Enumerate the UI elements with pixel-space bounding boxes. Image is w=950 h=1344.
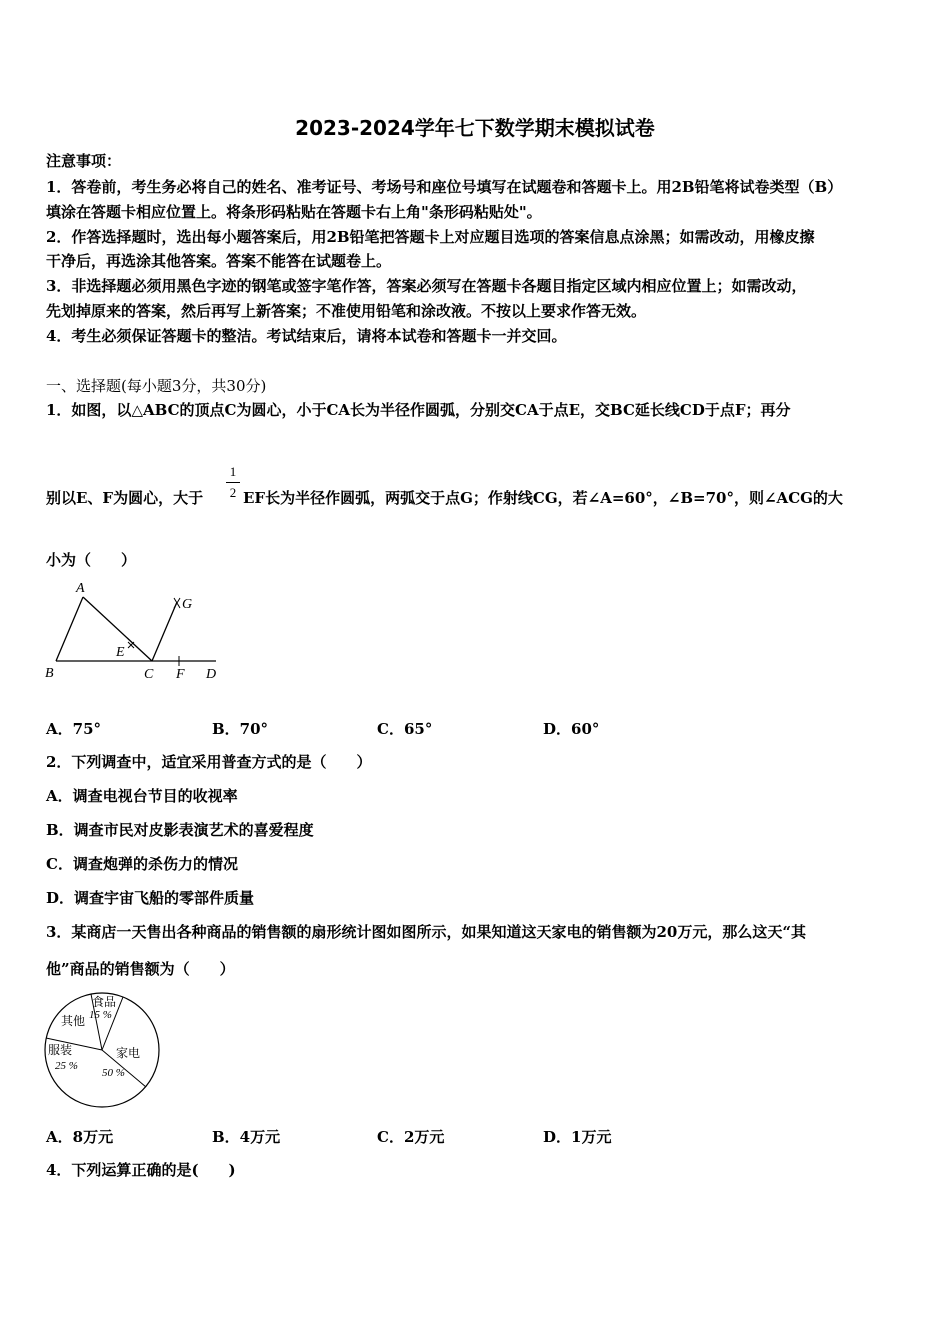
notice-line: 4．考生必须保证答题卡的整洁。考试结束后，请将本试卷和答题卡一并交回。 — [46, 327, 567, 345]
notice-heading: 注意事项： — [46, 152, 122, 170]
q1-stem-line1: 1．如图，以△ABC的顶点C为圆心，小于CA长为半径作圆弧，分别交CA于点E，交BC延长线CD于点F；再分 — [46, 401, 791, 419]
slice-label-other: 其他 — [61, 1014, 86, 1028]
page-title: 2023-2024学年七下数学期末模拟试卷 — [295, 116, 655, 140]
fraction-denominator: 2 — [229, 485, 237, 500]
notice-line: 先划掉原来的答案，然后再写上新答案；不准使用铅笔和涂改液。不按以上要求作答无效。 — [46, 302, 647, 320]
line-ab — [56, 597, 83, 661]
slice-value-appliance: 50 % — [102, 1067, 125, 1079]
q2-option-b[interactable]: B．调查市民对皮影表演艺术的喜爱程度 — [46, 821, 314, 839]
label-d: D — [206, 667, 217, 682]
q4-stem: 4．下列运算正确的是( ) — [46, 1161, 236, 1179]
label-e: E — [116, 645, 125, 660]
fraction-numerator: 1 — [229, 464, 237, 479]
q1-stem-line2-pre: 别以E、F为圆心，大于 — [46, 489, 204, 507]
q2-option-c[interactable]: C．调查炮弹的杀伤力的情况 — [46, 855, 238, 873]
q3-option-c[interactable]: C．2万元 — [377, 1128, 445, 1146]
q1-stem-line2-post: EF长为半径作圆弧，两弧交于点G；作射线CG，若∠A=60°，∠B=70°，则∠ACG的大 — [243, 489, 843, 507]
q3-pie-chart — [40, 988, 164, 1112]
q3-stem-line1: 3．某商店一天售出各种商品的销售额的扇形统计图如图所示，如果知道这天家电的销售额为20万元，那么这天“其 — [46, 923, 806, 941]
label-a: A — [76, 581, 85, 596]
notice-line: 2．作答选择题时，选出每小题答案后，用2B铅笔把答题卡上对应题目选项的答案信息点涂黑；如需改动，用橡皮擦 — [46, 228, 815, 246]
section-heading: 一、选择题(每小题3分，共30分) — [46, 377, 267, 395]
ray-cg — [152, 602, 177, 661]
slice-label-clothing: 服装 — [48, 1043, 73, 1057]
slice-label-appliance: 家电 — [116, 1046, 141, 1060]
q1-option-d[interactable]: D．60° — [543, 720, 600, 738]
notice-line: 3．非选择题必须用黑色字迹的钢笔或签字笔作答，答案必须写在答题卡各题目指定区域内相应位置上；如需改动， — [46, 277, 807, 295]
arc-mark-e — [128, 642, 134, 648]
fraction-one-half — [226, 464, 240, 501]
notice-line: 干净后，再选涂其他答案。答案不能答在试题卷上。 — [46, 252, 392, 270]
q1-triangle-figure — [40, 576, 240, 686]
q1-option-c[interactable]: C．65° — [377, 720, 433, 738]
label-g: G — [182, 597, 193, 612]
q3-option-d[interactable]: D．1万元 — [543, 1128, 612, 1146]
slice-label-food: 食品 — [92, 995, 117, 1009]
label-c: C — [144, 667, 154, 682]
label-b: B — [45, 666, 54, 681]
q1-option-a[interactable]: A．75° — [46, 720, 102, 738]
label-f: F — [176, 667, 185, 682]
q3-stem-line2: 他”商品的销售额为（ ） — [46, 960, 235, 978]
q1-stem-line3: 小为（ ） — [46, 551, 137, 569]
q3-option-b[interactable]: B．4万元 — [212, 1128, 281, 1146]
notice-line: 1．答卷前，考生务必将自己的姓名、准考证号、考场号和座位号填写在试题卷和答题卡上。用2B铅笔将试卷类型（B） — [46, 178, 843, 196]
slice-value-clothing: 25 % — [55, 1060, 78, 1072]
notice-line: 填涂在答题卡相应位置上。将条形码粘贴在答题卡右上角"条形码粘贴处"。 — [46, 203, 542, 221]
q1-option-b[interactable]: B．70° — [212, 720, 269, 738]
q2-stem: 2．下列调查中，适宜采用普查方式的是（ ） — [46, 753, 372, 771]
q2-option-a[interactable]: A．调查电视台节目的收视率 — [46, 787, 238, 805]
slice-value-food: 15 % — [89, 1009, 112, 1021]
q3-option-a[interactable]: A．8万元 — [46, 1128, 114, 1146]
arc-mark-g — [174, 598, 180, 608]
q2-option-d[interactable]: D．调查宇宙飞船的零部件质量 — [46, 889, 255, 907]
